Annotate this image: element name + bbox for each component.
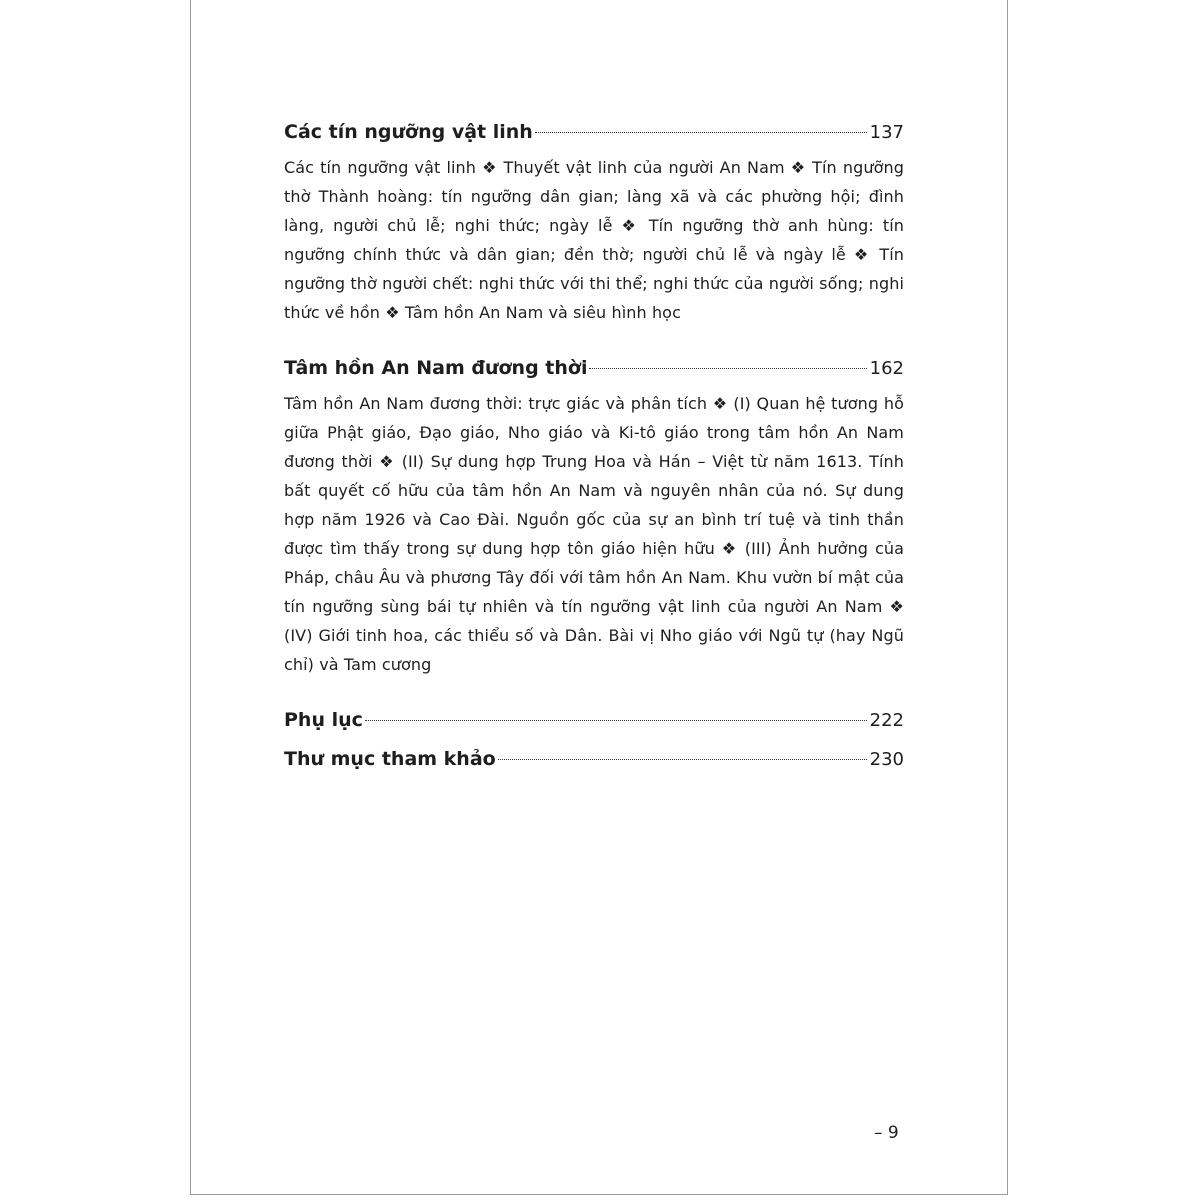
toc-entry-description: Tâm hồn An Nam đương thời: trực giác và phân tích ❖ (I) Quan hệ tương hỗ giữa Phật giáo, Đạo giáo, Nho giáo và Ki-tô giáo trong tâm hồn An Nam đương thời ❖ (II) Sự dung hợp Trung Hoa và Hán – Việt từ năm 1613. Tính bất quyết cố hữu của tâm hồn An Nam và nguyên nhân của nó. Sự dung hợp năm 1926 và Cao Đài. Nguồn gốc của sự an bình trí tuệ và tinh thần được tìm thấy trong sự dung hợp tôn giáo hiện hữu ❖ (III) Ảnh hưởng của Pháp, châu Âu và phương Tây đối với tâm hồn An Nam. Khu vườn bí mật của tín ngưỡng sùng bái tự nhiên và tín ngưỡng vật linh của người An Nam ❖ (IV) Giới tinh hoa, các thiểu số và Dân. Bài vị Nho giáo với Ngũ tự (hay Ngũ chỉ) và Tam cương (284, 394, 904, 674)
toc-entry (284, 117, 904, 327)
toc-entry-heading (284, 705, 904, 736)
toc-entry-heading (284, 744, 904, 775)
table-of-contents (284, 117, 904, 783)
toc-entry (284, 744, 904, 775)
dot-leader (535, 132, 867, 133)
toc-entry-page: 230 (869, 749, 904, 770)
toc-entry (284, 353, 904, 679)
toc-entry-title: Các tín ngưỡng vật linh (284, 121, 533, 143)
toc-entry-heading (284, 353, 904, 384)
toc-entry-description: Các tín ngưỡng vật linh ❖ Thuyết vật linh của người An Nam ❖ Tín ngưỡng thờ Thành hoàng: tín ngưỡng dân gian; làng xã và các phường hội; đình làng, người chủ lễ; nghi thức; ngày lễ ❖ Tín ngưỡng thờ anh hùng: tín ngưỡng chính thức và dân gian; đền thờ; người chủ lễ và ngày lễ ❖ Tín ngưỡng thờ người chết: nghi thức với thi thể; nghi thức của người sống; nghi thức về hồn ❖ Tâm hồn An Nam và siêu hình học (284, 158, 904, 322)
toc-entry (284, 705, 904, 736)
toc-entry-title: Thư mục tham khảo (284, 748, 496, 770)
toc-entry-title: Tâm hồn An Nam đương thời (284, 357, 588, 379)
page-number: – 9 (874, 1123, 899, 1143)
dot-leader (498, 759, 867, 760)
toc-entry-heading (284, 117, 904, 148)
toc-entry-title: Phụ lục (284, 709, 363, 731)
toc-entry-page: 137 (869, 122, 904, 143)
toc-entry-page: 222 (869, 710, 904, 731)
dot-leader (589, 368, 866, 369)
dot-leader (365, 720, 867, 721)
toc-entry-page: 162 (869, 358, 904, 379)
